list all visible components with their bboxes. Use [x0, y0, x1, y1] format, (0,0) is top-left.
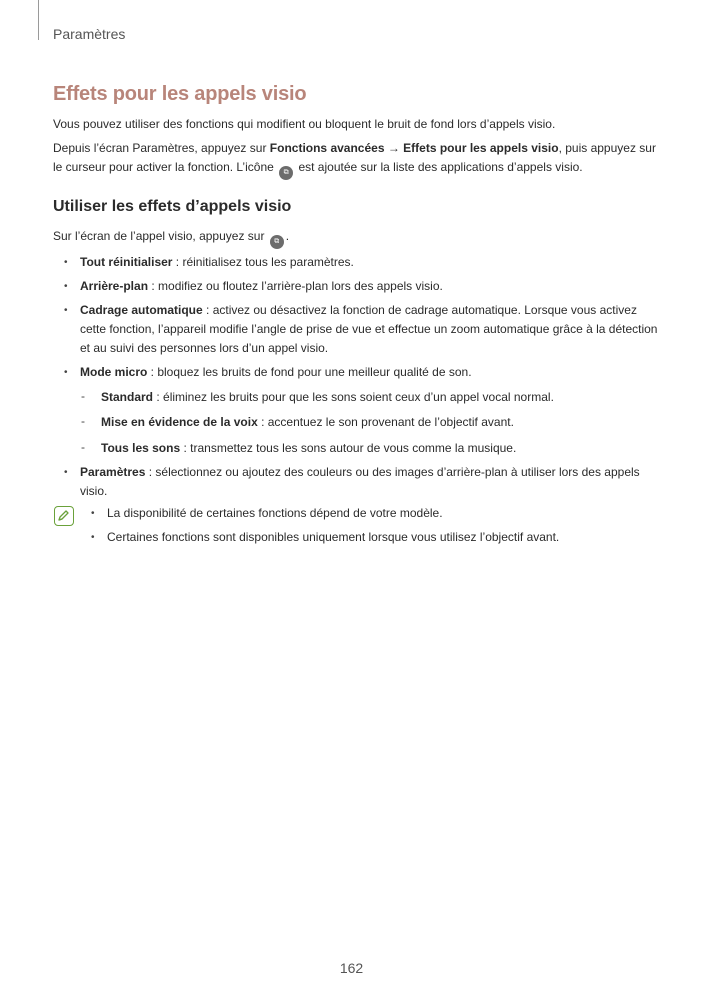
- section-title: Effets pour les appels visio: [53, 83, 307, 105]
- bullet-marker: •: [64, 281, 68, 292]
- list-item: Paramètres : sélectionnez ou ajoutez des couleurs ou des images d’arrière-plan à utiliser lors des appels visio.: [80, 465, 640, 498]
- video-effects-icon: ⧉: [270, 235, 284, 249]
- dash-marker: -: [81, 440, 85, 454]
- note-pencil-icon: [54, 506, 74, 526]
- sub-list-item: Standard : éliminez les bruits pour que les sons soient ceux d’un appel vocal normal.: [101, 390, 554, 404]
- note-bullet-marker: •: [91, 508, 95, 519]
- note-item: La disponibilité de certaines fonctions dépend de votre modèle.: [107, 506, 443, 520]
- subsection-title: Utiliser les effets d’appels visio: [53, 198, 292, 215]
- path-step-2: Effets pour les appels visio: [403, 141, 559, 155]
- bullet-marker: •: [64, 367, 68, 378]
- page-number: 162: [339, 960, 364, 976]
- dash-marker: -: [81, 414, 85, 428]
- bullet-marker: •: [64, 305, 68, 316]
- path-step-1: Fonctions avancées: [269, 141, 385, 155]
- header-rule: [38, 0, 39, 40]
- video-effects-icon: ⧉: [279, 166, 293, 180]
- dash-marker: -: [81, 389, 85, 403]
- sub-list-item: Tous les sons : transmettez tous les sons autour de vous comme la musique.: [101, 441, 517, 455]
- list-item: Cadrage automatique : activez ou désactivez la fonction de cadrage automatique. Lorsque vous activez cette fonction, l’appareil modifie l’angle de prise de vue et effectue un zoom automatique grâce à la détection et au suivi des personnes lors d’un appel visio.: [80, 303, 658, 355]
- note-bullet-marker: •: [91, 532, 95, 543]
- list-item: Tout réinitialiser : réinitialisez tous les paramètres.: [80, 255, 354, 269]
- bullet-marker: •: [64, 467, 68, 478]
- list-item: Mode micro : bloquez les bruits de fond pour une meilleur qualité de son.: [80, 365, 472, 379]
- path-paragraph: Depuis l’écran Paramètres, appuyez sur Fonctions avancées → Effets pour les appels visio, puis appuyez sur le curseur pour activer la fonction. L’icône ⧉ est ajoutée sur la liste des applications d’appels visio.: [53, 139, 658, 180]
- bullet-marker: •: [64, 257, 68, 268]
- header-label: Paramètres: [53, 26, 126, 42]
- list-item: Arrière-plan : modifiez ou floutez l’arrière-plan lors des appels visio.: [80, 279, 443, 293]
- subsection-intro: Sur l’écran de l’appel visio, appuyez sur ⧉ .: [53, 227, 658, 249]
- intro-paragraph: Vous pouvez utiliser des fonctions qui modifient ou bloquent le bruit de fond lors d’appels visio.: [53, 117, 556, 131]
- note-item: Certaines fonctions sont disponibles uniquement lorsque vous utilisez l’objectif avant.: [107, 530, 560, 544]
- sub-list-item: Mise en évidence de la voix : accentuez le son provenant de l’objectif avant.: [101, 415, 514, 429]
